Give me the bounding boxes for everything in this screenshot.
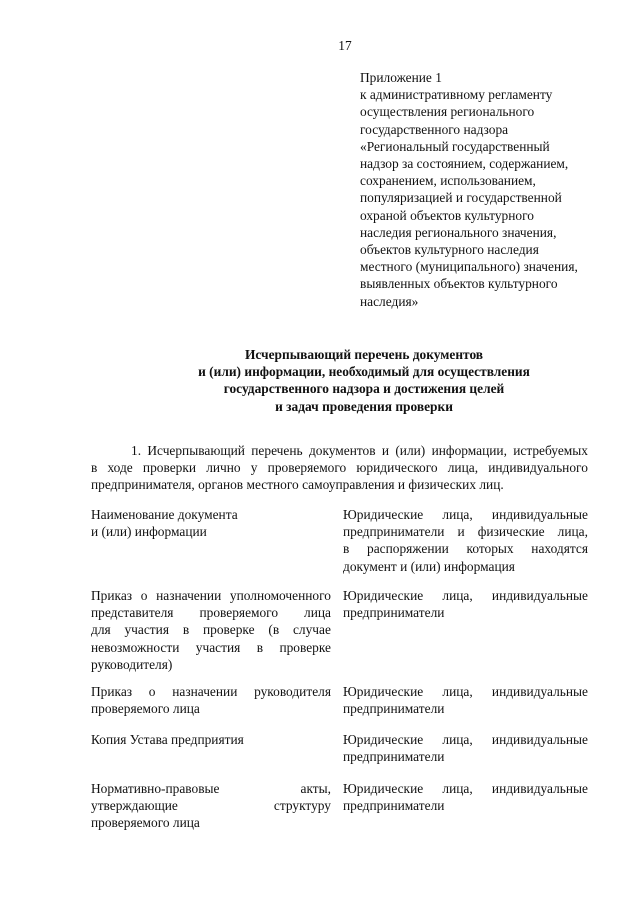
paragraph-line bbox=[91, 459, 588, 476]
cell-line bbox=[91, 621, 331, 638]
word: о bbox=[148, 684, 156, 699]
text-run: руководителя) bbox=[91, 656, 173, 672]
word: 1. bbox=[131, 443, 142, 458]
word: индивидуальные bbox=[491, 684, 588, 699]
word: лица bbox=[304, 605, 331, 621]
word: назначении bbox=[172, 684, 238, 699]
cell-line bbox=[91, 700, 331, 717]
word: и bbox=[457, 524, 465, 540]
cell-line bbox=[343, 587, 588, 604]
cell-line bbox=[91, 683, 331, 700]
cell-line bbox=[343, 748, 588, 765]
word: случае bbox=[292, 622, 331, 638]
appendix-line: «Региональный государственный bbox=[360, 138, 550, 154]
word: в bbox=[343, 541, 350, 557]
word: в bbox=[91, 460, 98, 476]
cell-line bbox=[91, 797, 331, 814]
text-run: предприниматели bbox=[343, 605, 445, 621]
appendix-line: государственного надзора bbox=[360, 121, 509, 137]
appendix-line: наследия» bbox=[360, 293, 419, 309]
appendix-line: объектов культурного наследия bbox=[360, 242, 539, 258]
appendix-line: выявленных объектов культурного bbox=[360, 276, 558, 292]
cell-line bbox=[91, 656, 331, 673]
appendix-line: к административному регламенту bbox=[360, 87, 553, 103]
word: индивидуального bbox=[488, 460, 588, 476]
word: лица, bbox=[442, 781, 473, 796]
word: физические bbox=[477, 524, 545, 540]
word: Юридические bbox=[343, 781, 424, 796]
word: лица, bbox=[442, 732, 473, 747]
word: истребуемых bbox=[513, 443, 588, 458]
word: утверждающие bbox=[91, 798, 178, 814]
word: Юридические bbox=[343, 507, 424, 522]
cell-line bbox=[91, 780, 331, 797]
word: Приказ bbox=[91, 684, 133, 699]
appendix-line: наследия регионального значения, bbox=[360, 224, 557, 240]
intro-paragraph bbox=[91, 442, 588, 494]
cell-line bbox=[91, 523, 331, 540]
word: представителя bbox=[91, 605, 174, 621]
appendix-line: сохранением, использованием, bbox=[360, 173, 536, 189]
document-heading bbox=[88, 346, 640, 415]
cell-line bbox=[343, 540, 588, 557]
word: Приказ bbox=[91, 588, 133, 603]
word: информации, bbox=[431, 443, 507, 458]
appendix-line: популяризацией и государственной bbox=[360, 190, 562, 206]
cell-line bbox=[343, 523, 588, 540]
word: находятся bbox=[531, 541, 588, 557]
appendix-line: надзор за состоянием, содержанием, bbox=[360, 156, 569, 172]
word: у bbox=[250, 460, 258, 476]
word: которых bbox=[466, 541, 514, 557]
paragraph-line bbox=[91, 442, 588, 459]
word: для bbox=[91, 622, 111, 638]
text-run: предприниматели bbox=[343, 749, 445, 765]
cell-line bbox=[91, 814, 331, 831]
appendix-line: местного (муниципального) значения, bbox=[360, 259, 578, 275]
text-run: документ и (или) информация bbox=[343, 558, 515, 574]
heading-line: и задач проведения проверки bbox=[275, 398, 453, 414]
text-run: проверяемого лица bbox=[91, 701, 200, 717]
cell-line bbox=[91, 731, 331, 748]
word: юридического bbox=[356, 460, 438, 476]
cell-line bbox=[343, 558, 588, 575]
cell-line bbox=[91, 506, 331, 523]
cell-line bbox=[343, 780, 588, 797]
word: в bbox=[182, 622, 190, 638]
appendix-line: осуществления регионального bbox=[360, 104, 535, 120]
word: Юридические bbox=[343, 684, 424, 699]
word: в bbox=[256, 639, 264, 655]
row-document-name bbox=[91, 731, 331, 748]
word: (или) bbox=[395, 443, 426, 458]
cell-line bbox=[343, 604, 588, 621]
text-run: предприниматели bbox=[343, 701, 445, 717]
word: проверке bbox=[279, 639, 331, 655]
heading-line: Исчерпывающий перечень документов bbox=[244, 347, 484, 362]
word: предприниматели bbox=[343, 524, 445, 540]
appendix-block bbox=[360, 69, 600, 310]
text-run: проверяемого лица bbox=[91, 815, 200, 831]
text-run: Наименование документа bbox=[91, 507, 238, 522]
text-run: и (или) информации bbox=[91, 524, 207, 540]
word: и bbox=[381, 443, 390, 458]
cell-line bbox=[343, 506, 588, 523]
word: индивидуальные bbox=[491, 781, 588, 796]
heading-line: и (или) информации, необходимый для осуществления bbox=[198, 364, 530, 380]
row-source bbox=[343, 731, 588, 765]
word: лица, bbox=[557, 524, 588, 540]
word: Исчерпывающий bbox=[147, 443, 245, 458]
word: лица, bbox=[442, 507, 473, 522]
word: Нормативно-правовые bbox=[91, 781, 220, 796]
word: перечень bbox=[251, 443, 303, 458]
header-source bbox=[343, 506, 588, 575]
word: акты, bbox=[300, 781, 331, 796]
word: о bbox=[140, 588, 148, 603]
text-run: предприниматели bbox=[343, 798, 445, 814]
header-document-name bbox=[91, 506, 331, 540]
cell-line bbox=[91, 587, 331, 604]
row-source bbox=[343, 683, 588, 717]
cell-line bbox=[343, 700, 588, 717]
cell-line bbox=[343, 683, 588, 700]
word: проверяемого bbox=[199, 605, 279, 621]
word: лица, bbox=[447, 460, 479, 476]
row-source bbox=[343, 587, 588, 621]
cell-line bbox=[91, 604, 331, 621]
word: назначении bbox=[156, 588, 222, 603]
word: структуру bbox=[273, 798, 331, 814]
row-document-name bbox=[91, 683, 331, 717]
word: участия bbox=[124, 622, 169, 638]
word: уполномоченного bbox=[229, 588, 331, 603]
cell-line bbox=[91, 639, 331, 656]
cell-line bbox=[343, 797, 588, 814]
word: руководителя bbox=[254, 684, 331, 699]
text-run: Копия Устава предприятия bbox=[91, 732, 244, 747]
word: индивидуальные bbox=[491, 507, 588, 522]
word: распоряжении bbox=[367, 541, 449, 557]
word: индивидуальные bbox=[491, 588, 588, 603]
word: ходе bbox=[107, 460, 133, 476]
word: лично bbox=[206, 460, 241, 476]
word: невозможности bbox=[91, 639, 180, 655]
appendix-line: Приложение 1 bbox=[360, 70, 442, 85]
word: проверки bbox=[142, 460, 197, 476]
page-number: 17 bbox=[338, 38, 352, 53]
paragraph-line bbox=[91, 476, 588, 493]
word: (в bbox=[268, 622, 280, 638]
row-source bbox=[343, 780, 588, 814]
word: лица, bbox=[442, 588, 473, 603]
heading-line: государственного надзора и достижения целей bbox=[223, 381, 505, 397]
cell-line bbox=[343, 731, 588, 748]
text-run: предпринимателя, органов местного самоуправления и физических лиц. bbox=[91, 477, 504, 493]
word: участия bbox=[195, 639, 241, 655]
word: Юридические bbox=[343, 732, 424, 747]
word: документов bbox=[308, 443, 376, 458]
word: Юридические bbox=[343, 588, 424, 603]
word: лица, bbox=[442, 684, 473, 699]
row-document-name bbox=[91, 780, 331, 832]
word: проверяемого bbox=[267, 460, 347, 476]
appendix-line: охраной объектов культурного bbox=[360, 207, 534, 223]
word: индивидуальные bbox=[491, 732, 588, 747]
row-document-name bbox=[91, 587, 331, 673]
word: проверке bbox=[202, 622, 255, 638]
